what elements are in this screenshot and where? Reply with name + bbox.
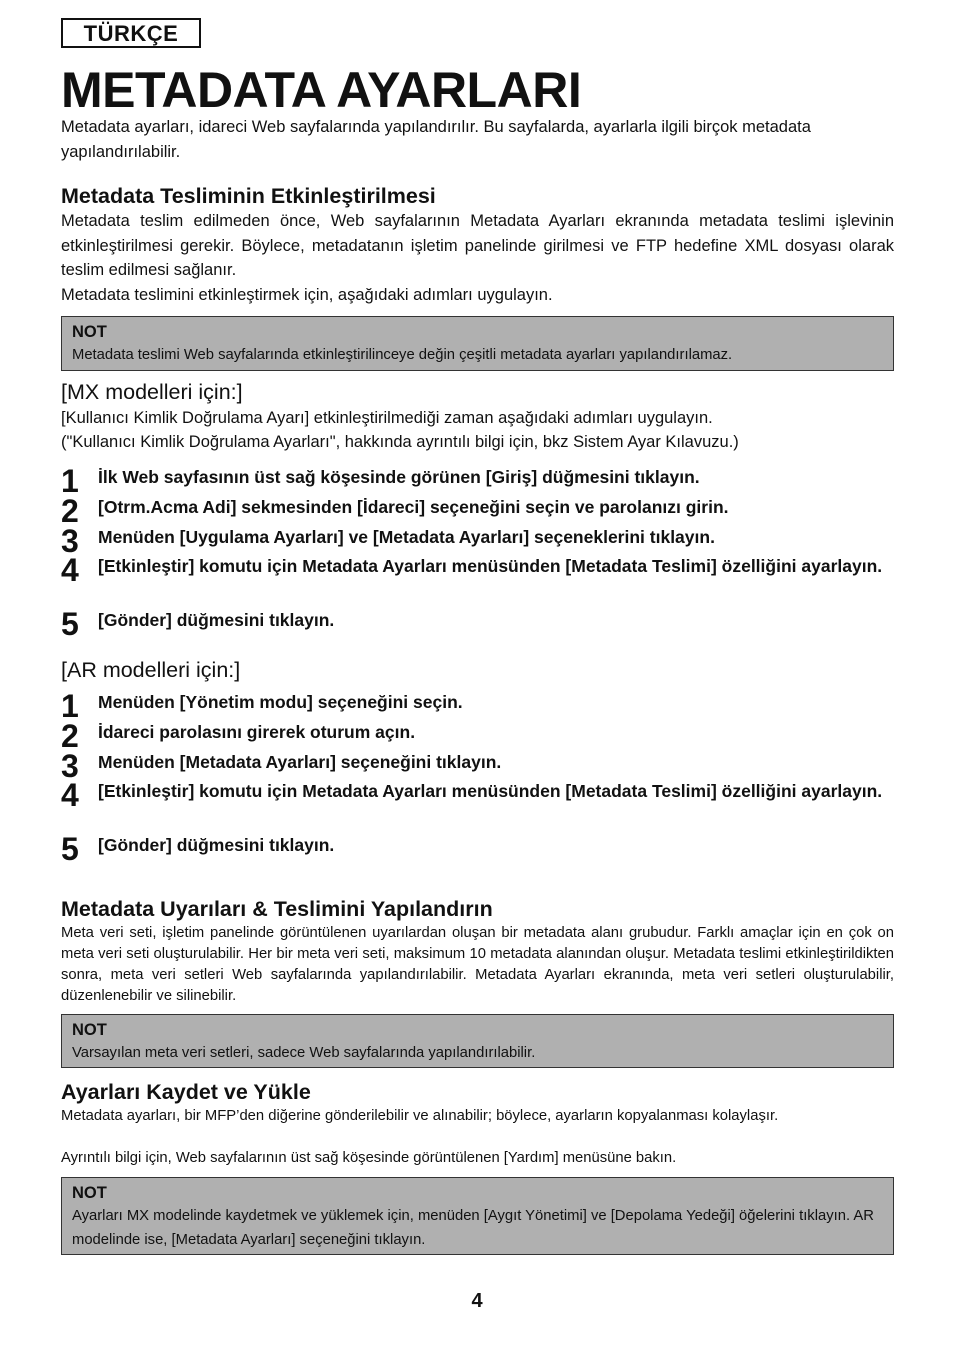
step-number: 3 — [61, 748, 79, 784]
section1-heading: Metadata Tesliminin Etkinleştirilmesi — [61, 184, 436, 208]
note-box-2 — [61, 1014, 894, 1068]
note-body: Metadata teslimi Web sayfalarında etkinleştirilinceye değin çeşitli metadata ayarları yapılandırılamaz. — [72, 347, 733, 363]
step-text: [Gönder] düğmesini tıklayın. — [98, 835, 335, 855]
step-number: 5 — [61, 831, 79, 867]
step-text: Menüden [Metadata Ayarları] seçeneğini tıklayın. — [98, 752, 502, 772]
section1-paragraph-2: Metadata teslimini etkinleştirmek için, aşağıdaki adımları uygulayın. — [61, 286, 553, 304]
section1-paragraph-1: Metadata teslim edilmeden önce, Web sayfalarının Metadata Ayarları ekranında metadata teslimi işlevinin etkinleştirilmesi gerekir. Böylece, metadatanın işletim panelinde girilmesi ve FTP hedefine XML dosyası olarak teslim edilmesi sağlanır. — [61, 212, 894, 279]
note-box-1 — [61, 316, 894, 371]
mx-line-1: [Kullanıcı Kimlik Doğrulama Ayarı] etkinleştirilmediği zaman aşağıdaki adımları uygulayın. — [61, 409, 713, 427]
note-body: Varsayılan meta veri setleri, sadece Web sayfalarında yapılandırılabilir. — [72, 1045, 536, 1061]
note-title: NOT — [72, 323, 107, 341]
step-text: [Gönder] düğmesini tıklayın. — [98, 610, 335, 630]
step-text: İdareci parolasını girerek oturum açın. — [98, 722, 416, 742]
step-text: [Otrm.Acma Adi] sekmesinden [İdareci] seçeneğini seçin ve parolanızı girin. — [98, 497, 729, 517]
step-number: 1 — [61, 463, 79, 499]
note-box-3 — [61, 1177, 894, 1255]
section2-heading: Metadata Uyarıları & Teslimini Yapılandırın — [61, 897, 493, 921]
page-title: METADATA AYARLARI — [61, 62, 582, 118]
section2-paragraph: Meta veri seti, işletim panelinde görüntülenen uyarılardan oluşan bir metadata alanı grubudur. Farklı amaçlar için en çok on meta veri seti oluşturulabilir. Her bir meta veri seti, maksimum 10 metadata alanından oluşur. Metadata teslimi etkinleştirildikten sonra, meta veri setleri Web sayfalarında yapılandırılabilir. Metadata Ayarları ekranında, meta veri setleri oluşturulabilir, düzenlenebilir ve silinebilir. — [61, 925, 894, 1004]
intro-paragraph: Metadata ayarları, idareci Web sayfalarında yapılandırılır. Bu sayfalarda, ayarlarla ilgili birçok metadata yapılandırılabilir. — [61, 118, 811, 161]
step-number: 3 — [61, 523, 79, 559]
step-text: Menüden [Uygulama Ayarları] ve [Metadata Ayarları] seçeneklerini tıklayın. — [98, 527, 715, 547]
mx-heading: [MX modelleri için:] — [61, 380, 243, 404]
note-title: NOT — [72, 1184, 107, 1202]
step-number: 1 — [61, 688, 79, 724]
step-text: İlk Web sayfasının üst sağ köşesinde görünen [Giriş] düğmesini tıklayın. — [98, 467, 700, 487]
step-number: 4 — [61, 552, 79, 588]
language-label: TÜRKÇE — [61, 18, 201, 48]
step-text: Menüden [Yönetim modu] seçeneğini seçin. — [98, 692, 463, 712]
step-number: 4 — [61, 777, 79, 813]
step-number: 5 — [61, 606, 79, 642]
page-number: 4 — [471, 1290, 483, 1312]
step-number: 2 — [61, 493, 79, 529]
note-body: Ayarları MX modelinde kaydetmek ve yüklemek için, menüden [Aygıt Yönetimi] ve [Depolama Yedeği] öğelerini tıklayın. AR modelinde ise, [Metadata Ayarları] seçeneğini tıklayın. — [72, 1208, 874, 1248]
section3-paragraph-2: Ayrıntılı bilgi için, Web sayfalarının üst sağ köşesinde görüntülenen [Yardım] menüsüne bakın. — [61, 1150, 677, 1166]
section3-paragraph-1: Metadata ayarları, bir MFP’den diğerine gönderilebilir ve alınabilir; böylece, ayarların kopyalanması kolaylaşır. — [61, 1108, 779, 1124]
section3-heading: Ayarları Kaydet ve Yükle — [61, 1080, 311, 1104]
step-text: [Etkinleştir] komutu için Metadata Ayarları menüsünden [Metadata Teslimi] özelliğini ayarlayın. — [98, 781, 883, 801]
step-text: [Etkinleştir] komutu için Metadata Ayarları menüsünden [Metadata Teslimi] özelliğini ayarlayın. — [98, 556, 883, 576]
step-number: 2 — [61, 718, 79, 754]
note-title: NOT — [72, 1021, 107, 1039]
mx-line-2: ("Kullanıcı Kimlik Doğrulama Ayarları", hakkında ayrıntılı bilgi için, bkz Sistem Ayar Kılavuzu.) — [61, 433, 739, 451]
ar-heading: [AR modelleri için:] — [61, 658, 241, 682]
